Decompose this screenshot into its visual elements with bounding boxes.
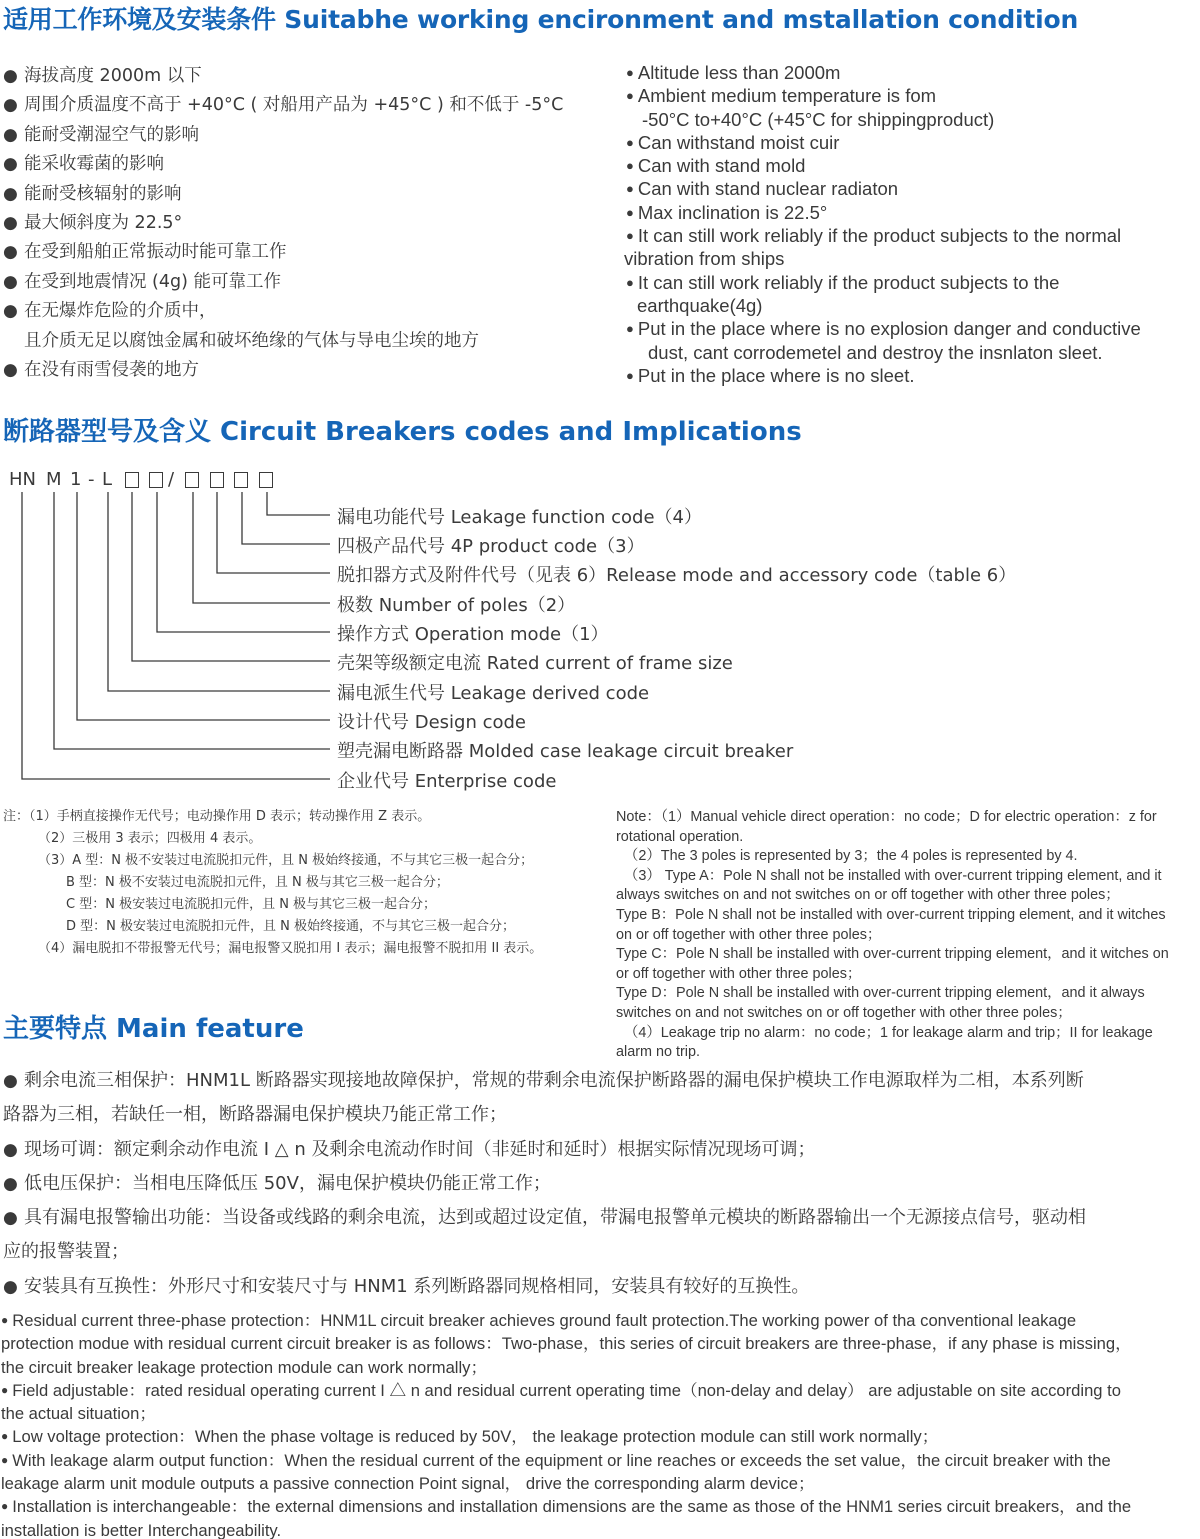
code-part-enterprise: HN [9,469,36,490]
bullet-icon: ● [3,1173,18,1194]
bullet-icon: ● [3,212,18,233]
list-item: ● 能耐受潮湿空气的影响 [3,121,603,150]
list-item: ● 最大倾斜度为 22.5° [3,209,603,238]
bullet-icon: ● [3,301,18,322]
note-line: alarm no trip. [616,1044,700,1061]
bullet-icon: ● [3,1139,18,1160]
list-item: ● Installation is interchangeable：the external dimensions and installation dimensions are the same as those of the HNM1 series circuit breakers，and the [1,1497,1132,1517]
list-item: ● 安装具有互换性：外形尺寸和安装尺寸与 HNM1 系列断路器同规格相同，安装具有较好的互换性。 [3,1270,1198,1304]
list-item: ● It can still work reliably if the product subjects to the [626,271,1060,293]
bullet-icon: ● [3,95,18,116]
bullet-icon: ● [3,154,18,175]
code-row-frame-current: 壳架等级额定电流 Rated current of frame size [337,653,733,674]
code-row-operation-mode: 操作方式 Operation mode（1） [337,624,609,645]
note-line: （4）漏电脱扣不带报警无代号；漏电报警又脱扣用 I 表示；漏电报警不脱扣用 II 表示。 [38,941,543,956]
note-line: Note：（1）Manual vehicle direct operation：no code；D for electric operation：z for [616,809,1157,825]
list-item: ● 在受到船舶正常振动时能可靠工作 [3,238,603,267]
bullet-icon: ● [3,242,18,263]
bullet-icon: ● [3,183,18,204]
code-row-poles: 极数 Number of poles（2） [337,595,576,616]
list-item: ● 海拔高度 2000m 以下 [3,62,603,91]
list-item: ● Field adjustable：rated residual operating current I △ n and residual current operating time（non-delay and delay） are adjustable on site according to [1,1380,1121,1400]
note-line: （4）Leakage trip no alarm：no code；1 for leakage alarm and trip；II for leakage [624,1024,1153,1041]
bullet-icon: ● [626,88,634,104]
bullet-icon: ● [3,124,18,145]
list-item: ● With leakage alarm output function：When the residual current of the equipment or line reaches or exceeds the set value，the circuit breaker with the [1,1450,1111,1470]
code-part-slash: / [168,469,175,490]
bullet-icon: ● [626,134,634,150]
note-line: switches on and not switches on or off together with other three poles； [616,1004,1072,1021]
bullet-icon: ● [626,65,634,80]
list-item: ● Can withstand moist cuir [626,131,840,153]
list-item: ● 现场可调：额定剩余动作电流 I △ n 及剩余电流动作时间（非延时和延时）根据实际情况现场可调； [3,1133,1198,1167]
code-part-design: 1 [70,469,82,490]
bullet-icon: ● [626,321,634,337]
bullet-icon: ● [626,158,634,174]
bullet-icon: ● [3,1276,18,1297]
list-item-continuation: -50°C to+40°C (+45°C for shippingproduct) [642,108,995,130]
bullet-icon: ● [1,1499,9,1514]
bullet-icon: ● [1,1429,9,1444]
note-line: on or off together with other three poles； [616,926,882,943]
bullet-icon: ● [3,1071,18,1091]
bullet-icon: ● [1,1313,9,1327]
code-row-enterprise: 企业代号 Enterprise code [337,771,557,792]
code-row-release-mode: 脱扣器方式及附件代号（见表 6）Release mode and accessory code（table 6） [337,565,1017,586]
list-item: ● 在没有雨雪侵袭的地方 [3,356,603,385]
note-line: C 型：N 极安装过电流脱扣元件，且 N 极与其它三极一起合分； [66,897,437,912]
features-list-en [1,1309,1198,1539]
bullet-icon: ● [3,359,18,380]
list-item-continuation: dust, cant corrodemetel and destroy the insnlaton sleet. [648,341,1103,363]
list-item: ● 能采收霉菌的影响 [3,150,603,179]
bullet-icon: ● [3,1208,18,1229]
note-line: （2）三极用 3 表示；四极用 4 表示。 [38,831,262,846]
bullet-icon: ● [626,367,634,383]
bullet-icon: ● [626,228,634,244]
list-item-continuation: the circuit breaker leakage protection module can work normally； [1,1357,488,1377]
list-item: ● 低电压保护：当相电压降低压 50V，漏电保护模块仍能正常工作； [3,1167,1198,1201]
list-item: ● 能耐受核辐射的影响 [3,180,603,209]
note-line: 注：（1）手柄直接操作无代号；电动操作用 D 表示；转动操作用 Z 表示。 [3,809,431,824]
environment-list-cn [3,62,603,385]
list-item: ● Can with stand mold [626,155,806,177]
list-item: ● 剩余电流三相保护：HNM1L 断路器实现接地故障保护，常规的带剩余电流保护断路器的漏电保护模块工作电源取样为二相，本系列断 [3,1064,1198,1098]
note-line: rotational operation. [616,828,744,845]
list-item: ● 周围介质温度不高于 +40°C ( 对船用产品为 +45°C ) 和不低于 -5°C [3,91,603,120]
list-item: ● Put in the place where is no explosion danger and conductive [626,318,1141,340]
section-title-codes: 断路器型号及含义 Circuit Breakers codes and Implications [3,417,802,447]
list-item: ● Put in the place where is no sleet. [626,364,915,386]
bullet-icon: ● [626,181,634,197]
list-item: ● 具有漏电报警输出功能：当设备或线路的剩余电流，达到或超过设定值，带漏电报警单元模块的断路器输出一个无源接点信号，驱动相 [3,1201,1198,1235]
list-item-continuation: 且介质无足以腐蚀金属和破坏绝缘的气体与导电尘埃的地方 [24,330,479,351]
section-title-features: 主要特点 Main feature [3,1014,304,1044]
list-item-continuation: leakage alarm unit module outputs a passive connection Point signal， drive the corresponding alarm device； [1,1474,815,1494]
bullet-icon: ● [3,271,18,292]
list-item: ● Residual current three-phase protection：HNM1L circuit breaker achieves ground fault protection.The working power of tha conventional leakage [1,1311,1077,1330]
bullet-icon: ● [3,66,18,86]
section-title-environment: 适用工作环境及安装条件 Suitabhe working encironment and mstallation condition [3,5,1079,34]
bullet-icon: ● [626,204,634,220]
note-line: Type B：Pole N shall not be installed with over-current tripping element, and it witches [616,906,1166,923]
list-item: ● 在受到地震情况 (4g) 能可靠工作 [3,268,603,297]
notes-en [616,808,1200,1063]
list-item-continuation: earthquake(4g) [637,294,763,316]
list-item: ● Altitude less than 2000m [626,62,841,83]
bullet-icon: ● [1,1452,9,1467]
list-item: ● Ambient medium temperature is fom [626,85,937,107]
note-line: always switches on and not switches on or off together with other three poles； [616,887,1120,904]
bullet-icon: ● [626,274,634,290]
list-item: ● It can still work reliably if the product subjects to the normal [626,225,1122,247]
list-item-continuation: 应的报警装置； [3,1241,129,1263]
note-line: （3） Type A：Pole N shall not be installed with over-current tripping element, and it [624,867,1162,884]
note-line: Type C：Pole N shall be installed with over-current tripping element，and it witches on [616,946,1169,963]
note-line: （3）A 型：N 极不安装过电流脱扣元件，且 N 极始终接通，不与其它三极一起合分； [38,853,534,868]
note-line: or off together with other three poles； [616,965,862,982]
bullet-icon: ● [1,1382,9,1397]
list-item-continuation: installation is better Interchangeability. [1,1520,282,1539]
code-part-dash: - [88,469,95,490]
note-line: D 型：N 极安装过电流脱扣元件，且 N 极始终接通，不与其它三极一起合分； [66,919,515,934]
code-row-design: 设计代号 Design code [337,712,526,733]
list-item-continuation: the actual situation； [1,1404,156,1424]
code-row-4p-product: 四极产品代号 4P product code（3） [337,536,645,557]
list-item: ● Can with stand nuclear radiaton [626,178,899,200]
note-line: B 型：N 极不安装过电流脱扣元件，且 N 极与其它三极一起合分； [66,875,449,890]
list-item: ● Max inclination is 22.5° [626,201,828,223]
code-part-type: M [46,469,62,490]
list-item-continuation: vibration from ships [624,248,785,270]
code-row-molded-case: 塑壳漏电断路器 Molded case leakage circuit breaker [337,741,794,762]
note-line: （2）The 3 poles is represented by 3；the 4 poles is represented by 4. [624,848,1078,865]
code-row-leakage-derived: 漏电派生代号 Leakage derived code [337,683,650,704]
code-part-leakage: L [102,469,113,490]
list-item-continuation: 路器为三相，若缺任一相，断路器漏电保护模块乃能正常工作； [3,1104,507,1126]
list-item: ● Low voltage protection：When the phase voltage is reduced by 50V， the leakage protection module can still work normally； [1,1427,939,1447]
list-item-continuation: protection modue with residual current circuit breaker is as follows：Two-phase，this series of circuit breakers are three-phase，if any phase is missing， [1,1334,1132,1354]
notes-cn [3,806,603,960]
features-list-cn [3,1064,1198,1304]
list-item: ● 在无爆炸危险的介质中， [3,297,603,326]
code-row-leakage-function: 漏电功能代号 Leakage function code（4） [337,507,703,528]
environment-list-en [626,61,1196,387]
note-line: Type D：Pole N shall be installed with over-current tripping element，and it always [616,985,1145,1002]
